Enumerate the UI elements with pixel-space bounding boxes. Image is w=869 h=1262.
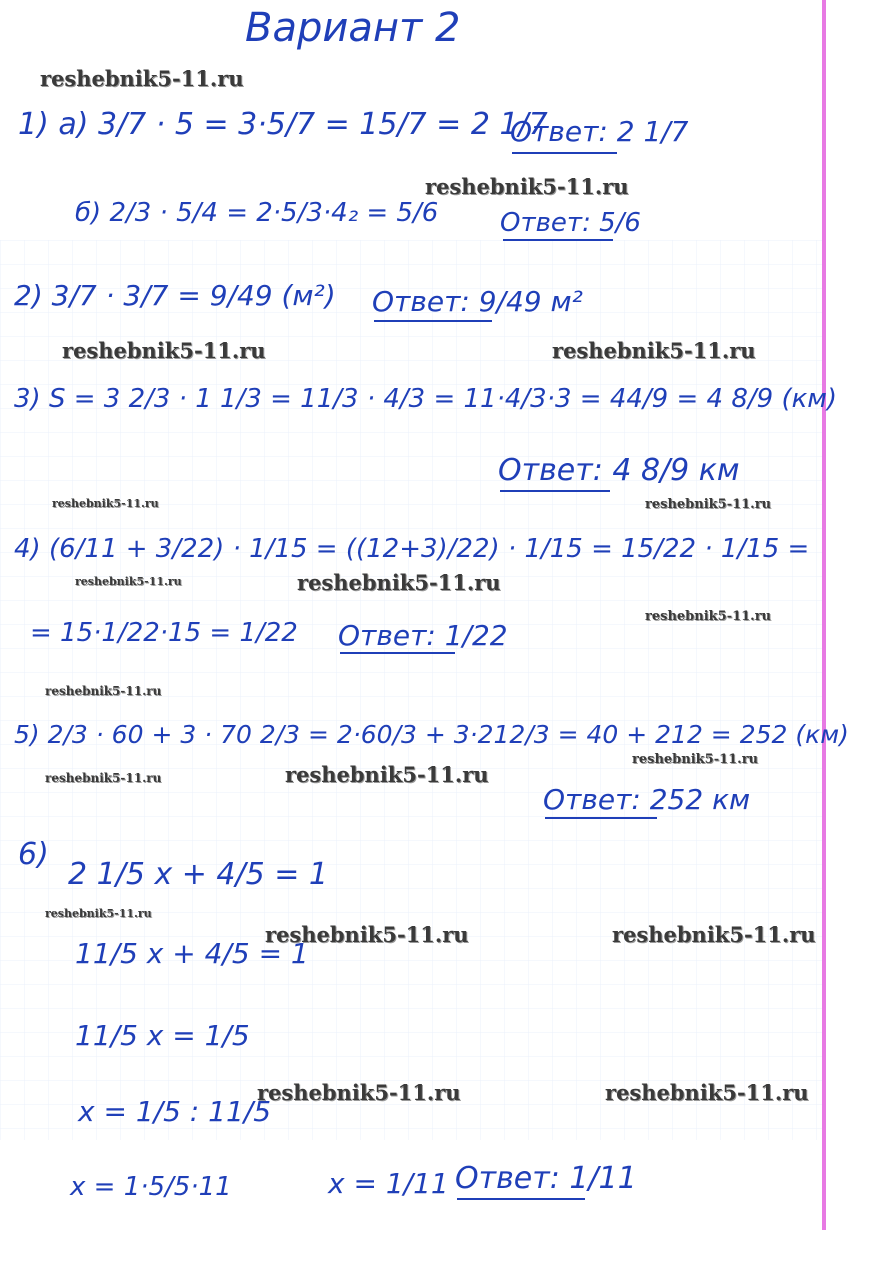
problem-1b-answer: Ответ: 5/6 — [500, 208, 641, 238]
problem-6-answer: Ответ: 1/11 — [455, 1161, 637, 1196]
watermark: reshebnik5-11.ru — [645, 497, 772, 512]
answer-underline — [457, 1198, 585, 1200]
watermark: reshebnik5-11.ru — [632, 752, 759, 767]
answer-underline — [500, 490, 610, 492]
problem-3-solution: 3) S = 3 2/3 · 1 1/3 = 11/3 · 4/3 = 11·4/3·3 = 44/9 = 4 8/9 (км) — [14, 384, 838, 414]
watermark: reshebnik5-11.ru — [75, 575, 182, 588]
watermark: reshebnik5-11.ru — [45, 907, 152, 920]
problem-6-line2: 11/5 x + 4/5 = 1 — [75, 937, 309, 970]
answer-underline — [340, 652, 455, 654]
answer-underline — [512, 152, 617, 154]
problem-4-solution-line1: 4) (6/11 + 3/22) · 1/15 = ((12+3)/22) · 1/15 = 15/22 · 1/15 = — [14, 534, 810, 564]
problem-6-line1: 2 1/5 x + 4/5 = 1 — [68, 857, 328, 892]
problem-1a-answer: Ответ: 2 1/7 — [510, 115, 689, 148]
problem-5-solution: 5) 2/3 · 60 + 3 · 70 2/3 = 2·60/3 + 3·212/3 = 40 + 212 = 252 (км) — [14, 720, 849, 749]
watermark: reshebnik5-11.ru — [265, 922, 469, 947]
watermark: reshebnik5-11.ru — [612, 922, 816, 947]
answer-underline — [374, 320, 492, 322]
page-margin-line — [822, 0, 826, 1230]
watermark: reshebnik5-11.ru — [45, 684, 162, 698]
problem-6-label: 6) — [18, 837, 49, 872]
watermark: reshebnik5-11.ru — [40, 66, 244, 91]
problem-6-line3: 11/5 x = 1/5 — [75, 1019, 250, 1052]
problem-4-solution-line2: = 15·1/22·15 = 1/22 — [30, 618, 298, 648]
watermark: reshebnik5-11.ru — [45, 771, 162, 785]
problem-2-solution: 2) 3/7 · 3/7 = 9/49 (м²) — [14, 279, 336, 312]
watermark: reshebnik5-11.ru — [645, 609, 772, 624]
watermark: reshebnik5-11.ru — [605, 1080, 809, 1105]
answer-underline — [545, 817, 657, 819]
problem-5-answer: Ответ: 252 км — [543, 783, 751, 816]
problem-6-line5: x = 1·5/5·11 — [70, 1172, 232, 1202]
problem-4-answer: Ответ: 1/22 — [338, 619, 508, 652]
problem-1b-solution: б) 2/3 · 5/4 = 2·5/3·4₂ = 5/6 — [75, 198, 439, 228]
watermark: reshebnik5-11.ru — [297, 570, 501, 595]
page-title: Вариант 2 — [245, 5, 461, 51]
problem-6-line6: x = 1/11 — [328, 1167, 449, 1200]
problem-1a-solution: 1) а) 3/7 · 5 = 3·5/7 = 15/7 = 2 1/7 — [18, 107, 548, 142]
watermark: reshebnik5-11.ru — [257, 1080, 461, 1105]
problem-3-answer: Ответ: 4 8/9 км — [498, 453, 740, 488]
answer-underline — [503, 239, 613, 241]
watermark: reshebnik5-11.ru — [285, 762, 489, 787]
problem-2-answer: Ответ: 9/49 м² — [372, 285, 583, 318]
watermark: reshebnik5-11.ru — [425, 174, 629, 199]
watermark: reshebnik5-11.ru — [552, 338, 756, 363]
watermark: reshebnik5-11.ru — [52, 497, 159, 510]
problem-6-line4: x = 1/5 : 11/5 — [78, 1095, 272, 1128]
watermark: reshebnik5-11.ru — [62, 338, 266, 363]
